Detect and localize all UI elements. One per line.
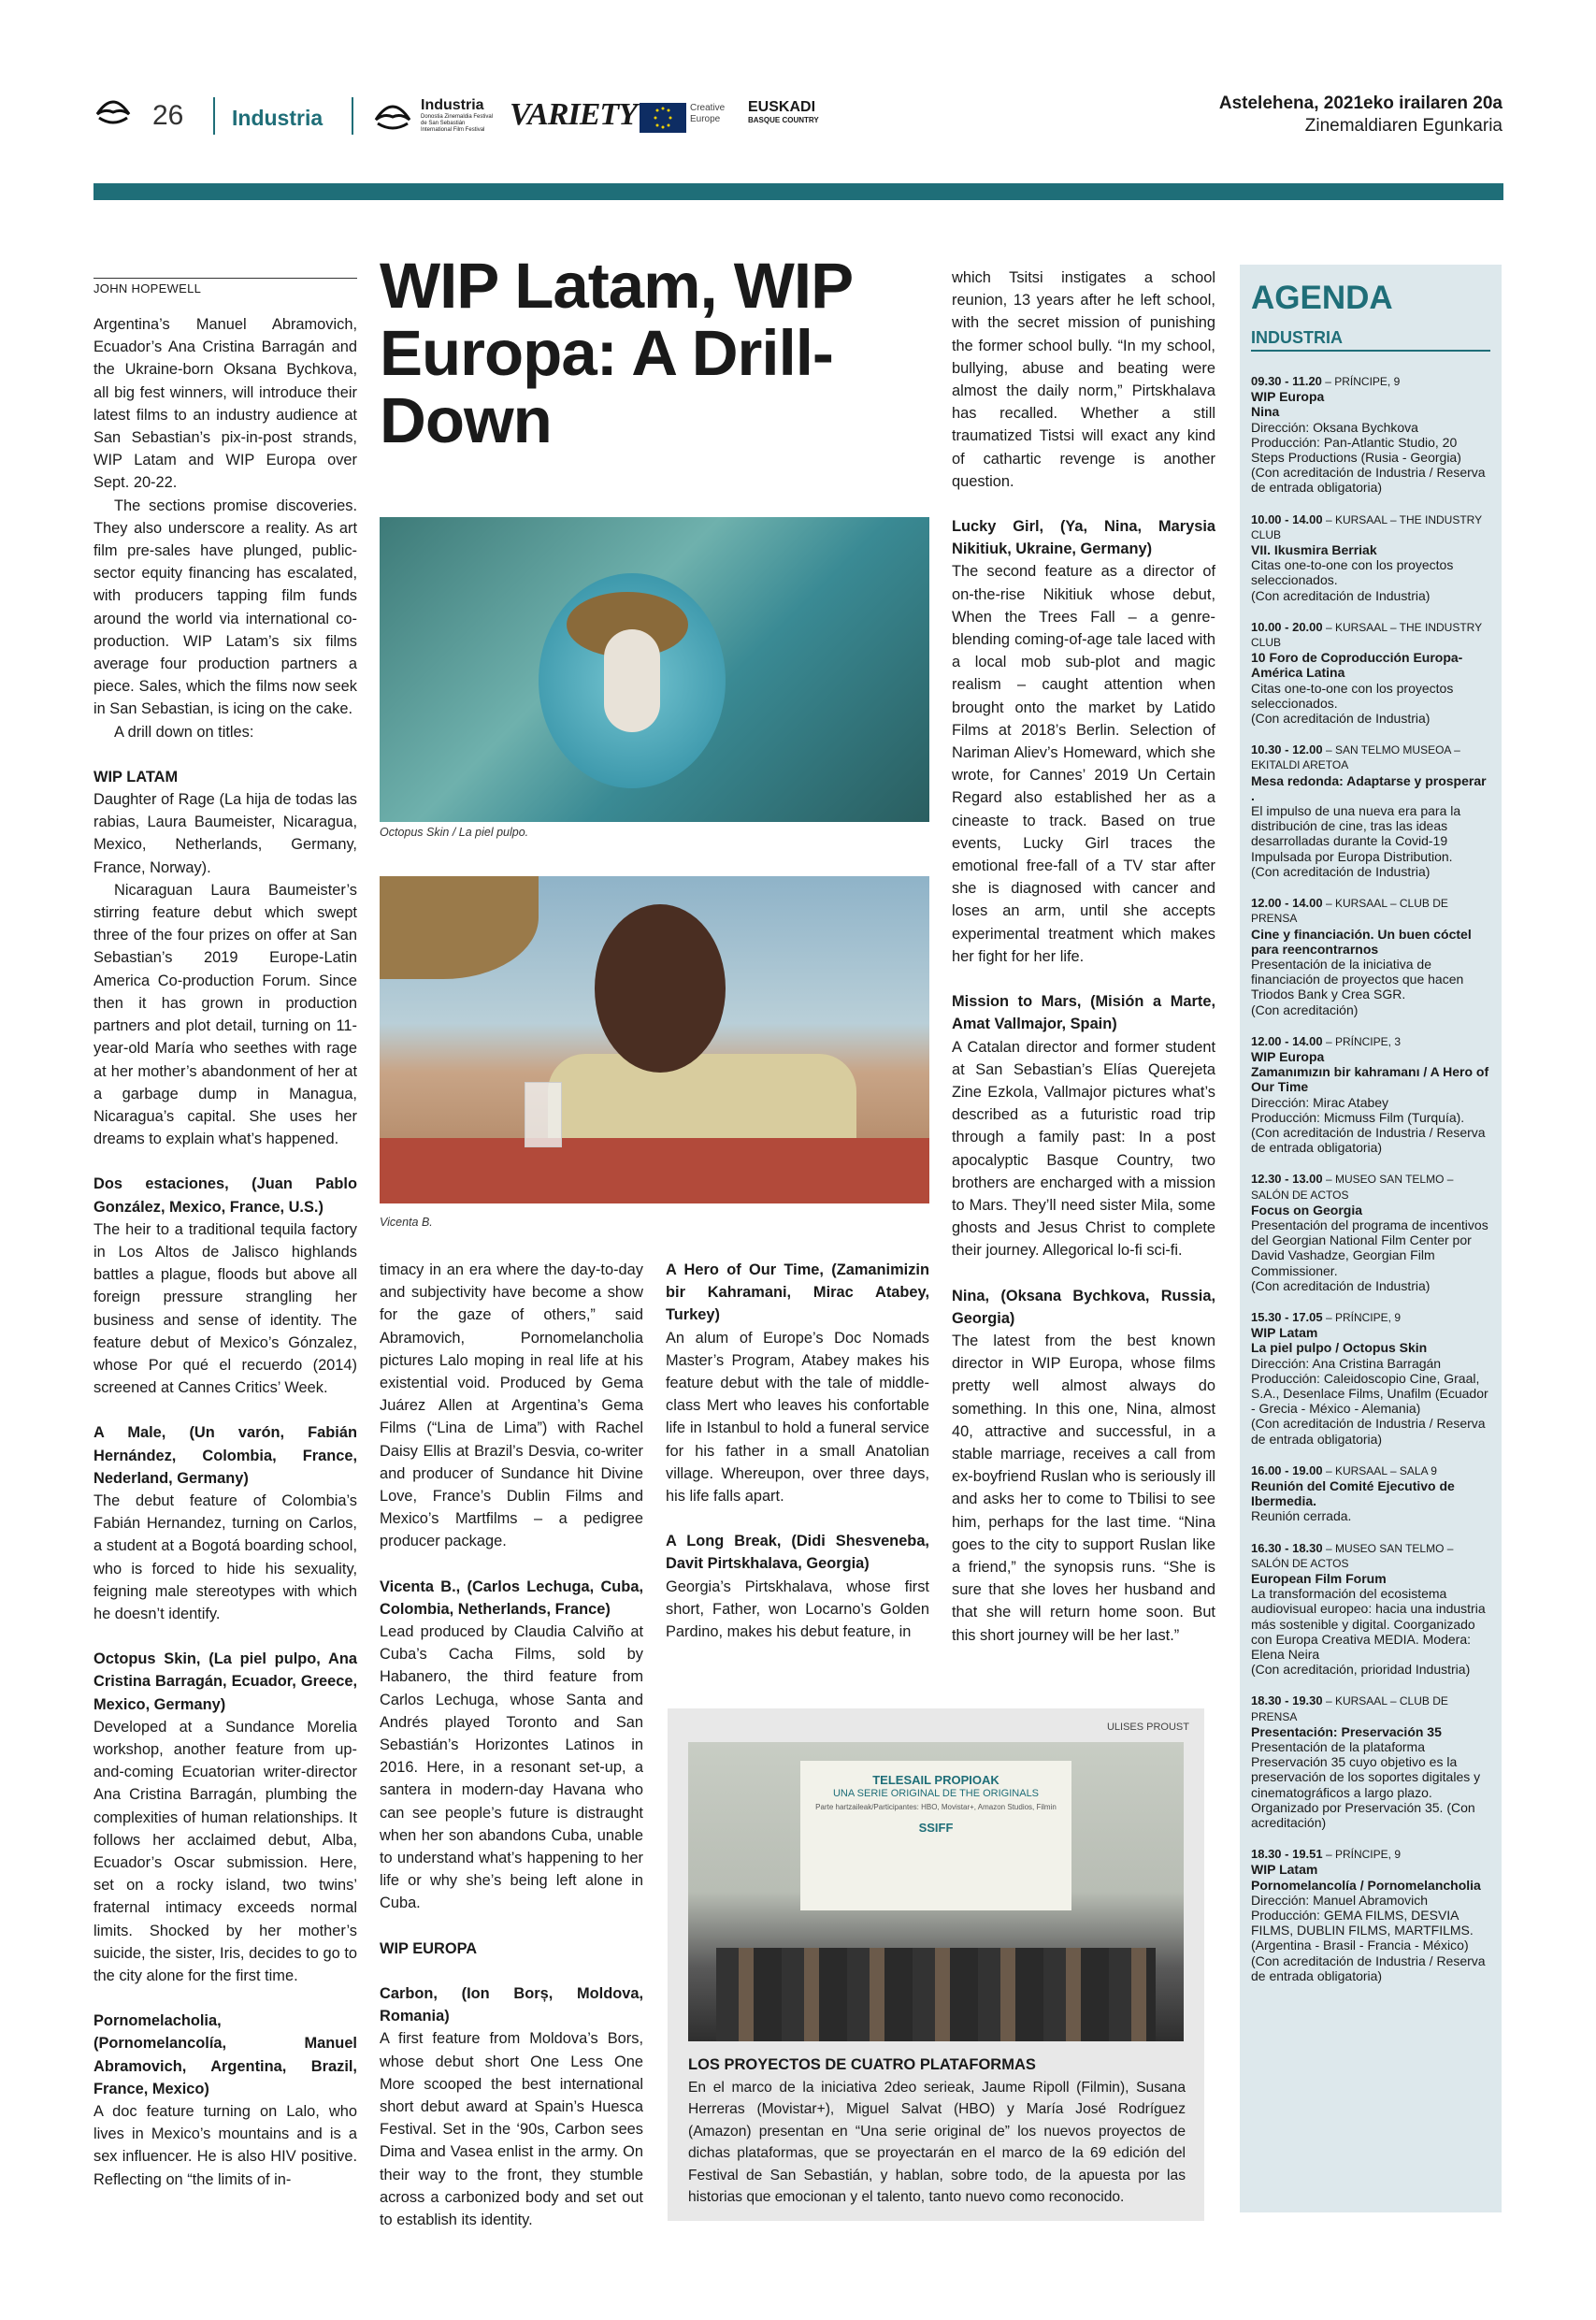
photo-caption: Vicenta B.: [380, 1216, 433, 1229]
agenda-time: 10.00 - 20.00 – KURSAAL – THE INDUSTRY CLUB: [1251, 619, 1482, 650]
agenda-event-desc: El impulso de una nueva era para la distribución de cine, tras las ideas desarrolladas durante la Covid-19 Impulsada por Europa Distribution. (Con acreditación de Industria): [1251, 803, 1461, 879]
subhead: Vicenta B., (Carlos Lechuga, Cuba, Colombia, Netherlands, France): [380, 1578, 643, 1618]
industria-logo: Industria Donostia Zinemaldia Festival de San Sebastián International Film Festival: [421, 97, 494, 133]
agenda-event-name: Presentación: Preservación 35: [1251, 1723, 1442, 1739]
agenda-event-desc: Dirección: Oksana Bychkova Producción: Pan-Atlantic Studio, 20 Steps Productions (Rusia - Georgia) (Con acreditación de Industria / Reserva de entrada obligatoria): [1251, 419, 1486, 496]
agenda-item: [1251, 620, 1490, 726]
agenda-event-name: Reunión del Comité Ejecutivo de Ibermedia.: [1251, 1478, 1455, 1509]
subhead: Nina, (Oksana Bychkova, Russia, Georgia): [952, 1287, 1215, 1327]
agenda-time: 15.30 - 17.05 – PRÍNCIPE, 9: [1251, 1309, 1401, 1324]
agenda-item: [1251, 1847, 1490, 1983]
agenda-event-desc: Dirección: Ana Cristina Barragán Producción: Caleidoscopio Cine, Graal, S.A., Desenlace Films, Unafilm (Ecuador - Grecia - México - Alemania) (Con acreditación de Industria / Reserva de entrada obligatoria): [1251, 1355, 1488, 1447]
paragraph-gap: [93, 1987, 357, 2010]
agenda-event-desc: Reunión cerrada.: [1251, 1508, 1352, 1524]
paragraph-gap: [380, 1915, 643, 1938]
sidebar-news-box: [668, 1708, 1204, 2221]
agenda-time: 18.30 - 19.51 – PRÍNCIPE, 9: [1251, 1847, 1401, 1862]
agenda-item: [1251, 512, 1490, 603]
agenda-event-name: Focus on Georgia: [1251, 1202, 1363, 1218]
agenda-list: [1240, 352, 1502, 1983]
industria-logo-icon: [372, 99, 413, 133]
agenda-time: 12.00 - 14.00 – PRÍNCIPE, 3: [1251, 1033, 1401, 1048]
box-title: LOS PROYECTOS DE CUATRO PLATAFORMAS: [688, 2056, 1036, 2073]
issue-date: Astelehena, 2021eko irailaren 20a: [1218, 94, 1503, 113]
paragraph: Georgia’s Pirtskhalava, whose first short, Father, won Locarno’s Golden Pardino, makes his debut feature, in: [666, 1578, 929, 1641]
agenda-item: [1251, 742, 1490, 879]
agenda-time: 10.30 - 12.00 – SAN TELMO MUSEOA – EKITALDI ARETOA: [1251, 742, 1460, 772]
subhead: A Male, (Un varón, Fabián Hernández, Colombia, France, Nederland, Germany): [93, 1424, 357, 1487]
agenda-time: 10.00 - 14.00 – KURSAAL – THE INDUSTRY CLUB: [1251, 512, 1482, 541]
agenda-event-desc: Citas one-to-one con los proyectos seleccionados. (Con acreditación de Industria): [1251, 680, 1454, 727]
paragraph: Lead produced by Claudia Calviño at Cuba’s Cacha Films, sold by Habanero, the third feature from Carlos Lechuga, whose Santa and Andrés played Toronto and San Sebastián’s Horizontes Latinos in 2016. Here, in a resonant set-up, a santera in modern-day Havana who can see people’s future is distraught when her son abandons Cuba, unable to understand what’s happening to her life or why she’s being left alone in Cuba.: [380, 1623, 643, 1912]
agenda-event-desc: La transformación del ecosistema audiovisual europeo: hacia una industria más sostenible y digital. Coorganizado con Europa Creativa MEDIA. Modera: Elena Neira (Con acreditación, prioridad Industria): [1251, 1586, 1486, 1678]
agenda-event-name: 10 Foro de Coproducción Europa-América Latina: [1251, 650, 1463, 681]
subhead: Octopus Skin, (La piel pulpo, Ana Cristina Barragán, Ecuador, Greece, Mexico, Germany): [93, 1650, 357, 1713]
agenda-event-desc: Dirección: Mirac Atabey Producción: Micmuss Film (Turquía). (Con acreditación de Industria / Reserva de entrada obligatoria): [1251, 1094, 1486, 1156]
paragraph: timacy in an era where the day-to-day and subjectivity have become a show for the gaze of others,” said Abramovich, Pornomelancholia pictures Lalo moping in real life at his existential void. Produced by Gema Juárez Allen at Argentina’s Gema Films (“Lina de Lima”) with Rachel Daisy Ellis at Brazil’s Desvia, co-writer and producer of Sundance hit Divine Love, France’s Dublin Films and Mexico’s Martfilms – a pedigree producer package.: [380, 1261, 643, 1550]
agenda-item: [1251, 896, 1490, 1017]
paragraph-gap: [666, 1507, 929, 1530]
paragraph-gap: [93, 1150, 357, 1173]
article-column-2: [380, 1259, 643, 2231]
agenda-item: [1251, 374, 1490, 496]
subhead: Lucky Girl, (Ya, Nina, Marysia Nikitiuk, Ukraine, Germany): [952, 518, 1215, 558]
agenda-event-name: WIP Europa Zamanımızın bir kahramanı / A Hero of Our Time: [1251, 1048, 1489, 1095]
byline: JOHN HOPEWELL: [93, 278, 357, 295]
paragraph-gap: [952, 1262, 1215, 1285]
box-text: En el marco de la iniciativa 2deo serieak, Jaume Ripoll (Filmin), Susana Herreras (Movistar+), Miguel Salvat (HBO) y María José Rodríguez (Amazon) presentan en “Una serie original de” los nuevos proyectos de dichas plataformas, que se proyectarán en el marco de la 69 edición del Festival de San Sebastián, y hablan, sobre todo, de la apuesta por las historias que emocionan y el talento, tanto nuevo como reconocido.: [688, 2080, 1186, 2206]
paragraph: A first feature from Moldova’s Bors, whose debut short One Less One More scooped the best international short debut award at Spain’s Huesca Festival. Set in the ‘90s, Carbon sees Dima and Vasea enlist in the army. On their way to the front, they stumble across a carbonized body and set out to establish its identity.: [380, 2030, 643, 2228]
variety-logo: VARIETY: [510, 97, 637, 132]
paragraph: The heir to a traditional tequila factory in Los Altos de Jalisco highlands battles a plague, floods but above all foreign pressure strangling her business and sense of identity. The feature debut of Mexico’s Gónzalez, whose Por qué el recuerdo (2014) screened at Cannes Critics’ Week.: [93, 1220, 357, 1397]
article-column-3: [666, 1259, 929, 1643]
agenda-event-name: VII. Ikusmira Berriak: [1251, 542, 1377, 558]
paragraph: Nicaraguan Laura Baumeister’s stirring feature debut which swept three of the four prizes on offer at San Sebastian’s 2019 Europe-Latin America Co-production Forum. Since then it has grown in production partners and plot detail, turning on 11-year-old María who seethes with rage at her mother’s abandonment of her at a garbage dump in Managua, Nicaragua’s capital. She uses her dreams to explain what’s happened.: [93, 881, 357, 1148]
paragraph: Developed at a Sundance Morelia workshop, another feature from up-and-coming Ecuatorian writer-director Ana Cristina Barragán, plumbing the complexities of human relationships. It follows her acclaimed debut, Alba, Ecuador’s Oscar submission. Here, set on a rocky island, two twins’ fraternal intimacy exceeds normal limits. Shocked by her mother’s suicide, the sister, Iris, decides to go to the city alone for the first time.: [93, 1718, 357, 1985]
subhead: Pornomelacholia, (Pornomelancolía, Manuel Abramovich, Argentina, Brazil, France, Mexico): [93, 2012, 357, 2097]
creative-europe-logo: Creative Europe: [690, 103, 726, 124]
agenda-time: 12.30 - 13.00 – MUSEO SAN TELMO – SALÓN DE ACTOS: [1251, 1172, 1454, 1202]
agenda-event-name: European Film Forum: [1251, 1571, 1387, 1587]
paragraph: A doc feature turning on Lalo, who lives in Mexico’s mountains and is a sex influencer. He is also HIV positive. Reflecting on “the limits of in-: [93, 2103, 357, 2188]
paragraph: Argentina’s Manuel Abramovich, Ecuador’s Ana Cristina Barragán and the Ukraine-born Oksana Bychkova, all big fest winners, will introduce their latest films to an industry audience at San Sebastian’s pix-in-post strands, WIP Latam and WIP Europa over Sept. 20-22.: [93, 316, 357, 492]
agenda-event-name: Cine y financiación. Un buen cóctel para reencontrarnos: [1251, 926, 1472, 957]
page-number: 26: [152, 100, 184, 131]
agenda-time: 12.00 - 14.00 – KURSAAL – CLUB DE PRENSA: [1251, 896, 1448, 926]
paragraph: A drill down on titles:: [114, 723, 254, 741]
header-divider: [352, 97, 353, 135]
agenda-event-name: WIP Europa Nina: [1251, 389, 1325, 420]
paragraph-gap: [380, 1553, 643, 1576]
article-column-4: [952, 267, 1215, 1647]
euskadi-logo: EUSKADI BASQUE COUNTRY: [748, 99, 819, 124]
subhead: WIP LATAM: [93, 768, 179, 785]
octopus-skin-photo: [380, 517, 929, 822]
agenda-subtitle: INDUSTRIA: [1251, 328, 1490, 352]
headline: WIP Latam, WIP Europa: A Drill-Down: [380, 250, 852, 456]
agenda-panel: [1240, 265, 1502, 2212]
agenda-item: [1251, 1463, 1490, 1524]
paragraph-gap: [380, 1960, 643, 1982]
subhead: Carbon, (Ion Borș, Moldova, Romania): [380, 1984, 643, 2025]
publication-name: Zinemaldiaren Egunkaria: [1304, 116, 1503, 136]
paragraph-gap: [93, 743, 357, 766]
subhead: WIP EUROPA: [380, 1939, 478, 1957]
paragraph-gap: [952, 493, 1215, 515]
photo-caption: Octopus Skin / La piel pulpo.: [380, 826, 529, 839]
paragraph: The second feature as a director of on-the-rise Nikitiuk whose debut, When the Trees Fall – a genre-blending coming-of-age tale laced with a local mob sub-plot and magic realism – caught attention when brought onto the market by Latido Films at 2018’s Berlin. Selection of Nariman Aliev’s Homeward, which she wrote, for Cannes’ 2019 Un Certain Regard also established her as a cineaste to track. Based on true events, Lucky Girl traces the emotional free-fall of a TV star after she is diagnosed with cancer and loses an arm, until she accepts experimental treatment which makes her fight for her life.: [952, 563, 1215, 965]
paragraph: A Catalan director and former student at San Sebastian’s Elías Querejeta Zine Ezkola, Vallmajor pictures what’s described as a futuristic road trip through a family past: In a post apocalyptic Basque Country, two brothers are encharged with a mission to Mars. They’ll need sister Mila, some ghosts and Jesus Christ to complete their journey. Allegorical lo-fi sci-fi.: [952, 1038, 1215, 1260]
paragraph: An alum of Europe’s Doc Nomads Master’s Program, Atabey makes his feature debut with the tale of middle-class Mert who leaves his confortable life in Istanbul to hold a funeral service for his father in a small Anatolian village. Whereupon, over three days, his life falls apart.: [666, 1329, 929, 1506]
agenda-item: [1251, 1310, 1490, 1447]
section-name: Industria: [232, 106, 324, 130]
vicenta-b-photo: [380, 876, 929, 1203]
panel-photo: [688, 1742, 1184, 2041]
header-logo-icon: [93, 95, 133, 127]
paragraph: which Tsitsi instigates a school reunion, 13 years after he left school, with the secret mission of punishing the former school bully. “In my school, bullying, abuse and beating were almost the daily norm,” Pirtskhalava has recalled. Whether a still traumatized Tistsi will exact any kind of cathartic revenge is another question.: [952, 269, 1215, 490]
agenda-item: [1251, 1541, 1490, 1678]
agenda-time: 16.00 - 19.00 – KURSAAL – SALA 9: [1251, 1463, 1437, 1477]
paragraph: The debut feature of Colombia’s Fabián Hernandez, turning on Carlos, a student at a Bogotá boarding school, who is forced to hide his sexuality, feigning male stereotypes with which he doesn’t identify.: [93, 1491, 357, 1622]
subhead: A Long Break, (Didi Shesveneba, Davit Pirtskhalava, Georgia): [666, 1533, 929, 1573]
projection-screen: TELESAIL PROPIOAK UNA SERIE ORIGINAL DE THE ORIGINALS Parte hartzaileak/Participantes: HBO, Movistar+, Amazon Studios, Filmin SSIFF: [800, 1761, 1071, 1910]
eu-flag-icon: [640, 103, 686, 133]
agenda-event-desc: Presentación de la iniciativa de financiación de proyectos que hacen Triodos Bank y Crea SGR. (Con acreditación): [1251, 956, 1464, 1017]
agenda-time: 09.30 - 11.20 – PRÍNCIPE, 9: [1251, 374, 1401, 388]
paragraph: Daughter of Rage (La hija de todas las rabias, Laura Baumeister, Nicaragua, Mexico, Netherlands, Germany, France, Norway).: [93, 791, 357, 876]
paragraph: The latest from the best known director in WIP Europa, whose films pretty well almost always do something. In this one, Nina, almost 40, attractive and successful, in a stable marriage, receives a call from ex-boyfriend Ruslan who is seriously ill and asks her to come to Tbilisi to see him, perhaps for the last time. “Nina goes to the city to support Ruslan like a friend,” the synopsis runs. “She is sure that she loves her husband and that she will return home soon. But this short journey will be her last.”: [952, 1332, 1215, 1644]
agenda-time: 18.30 - 19.30 – KURSAAL – CLUB DE PRENSA: [1251, 1693, 1448, 1723]
photo-credit: ULISES PROUST: [1106, 1722, 1189, 1733]
agenda-item: [1251, 1693, 1490, 1830]
paragraph-gap: [952, 968, 1215, 990]
subhead: A Hero of Our Time, (Zamanimizin bir Kahramani, Mirac Atabey, Turkey): [666, 1261, 929, 1324]
subhead: Dos estaciones, (Juan Pablo González, Mexico, France, U.S.): [93, 1175, 357, 1216]
agenda-event-name: WIP Latam Pornomelancolía / Pornomelancholia: [1251, 1862, 1481, 1893]
paragraph: The sections promise discoveries. They also underscore a reality. As art film pre-sales have plunged, public-sector equity financing has escalated, with producers tapping film funds around the world via international co-production. WIP Latam’s six films average four production partners a piece. Sales, which the films now seek in San Sebastian, is icing on the cake.: [93, 497, 357, 718]
agenda-title: AGENDA: [1251, 280, 1393, 316]
header-bar: [93, 183, 1503, 200]
header-divider: [213, 97, 215, 135]
article-column-1: [93, 313, 357, 2191]
agenda-event-desc: Presentación del programa de incentivos del Georgian National Film Center por David Vashadze, Georgian Film Commissioner. (Con acreditación de Industria): [1251, 1217, 1488, 1293]
agenda-event-desc: Citas one-to-one con los proyectos seleccionados. (Con acreditación de Industria): [1251, 557, 1454, 603]
agenda-event-name: WIP Latam La piel pulpo / Octopus Skin: [1251, 1325, 1428, 1356]
agenda-event-name: Mesa redonda: Adaptarse y prosperar .: [1251, 772, 1487, 803]
agenda-item: [1251, 1034, 1490, 1156]
subhead: Mission to Mars, (Misión a Marte, Amat Vallmajor, Spain): [952, 993, 1215, 1033]
agenda-item: [1251, 1172, 1490, 1293]
paragraph-gap: [93, 1399, 357, 1421]
agenda-event-desc: Dirección: Manuel Abramovich Producción: GEMA FILMS, DESVIA FILMS, DUBLIN FILMS, MARTFILMS. (Argentina - Brasil - Francia - México) (Con acreditación de Industria / Reserva de entrada obligatoria): [1251, 1892, 1486, 1983]
agenda-event-desc: Presentación de la plataforma Preservación 35 cuyo objetivo es la preservación de los soportes digitales y cinematográficos a largo plazo. Organizado por Preservación 35. (Con acreditación): [1251, 1739, 1481, 1831]
agenda-time: 16.30 - 18.30 – MUSEO SAN TELMO – SALÓN DE ACTOS: [1251, 1540, 1454, 1570]
paragraph-gap: [93, 1625, 357, 1648]
